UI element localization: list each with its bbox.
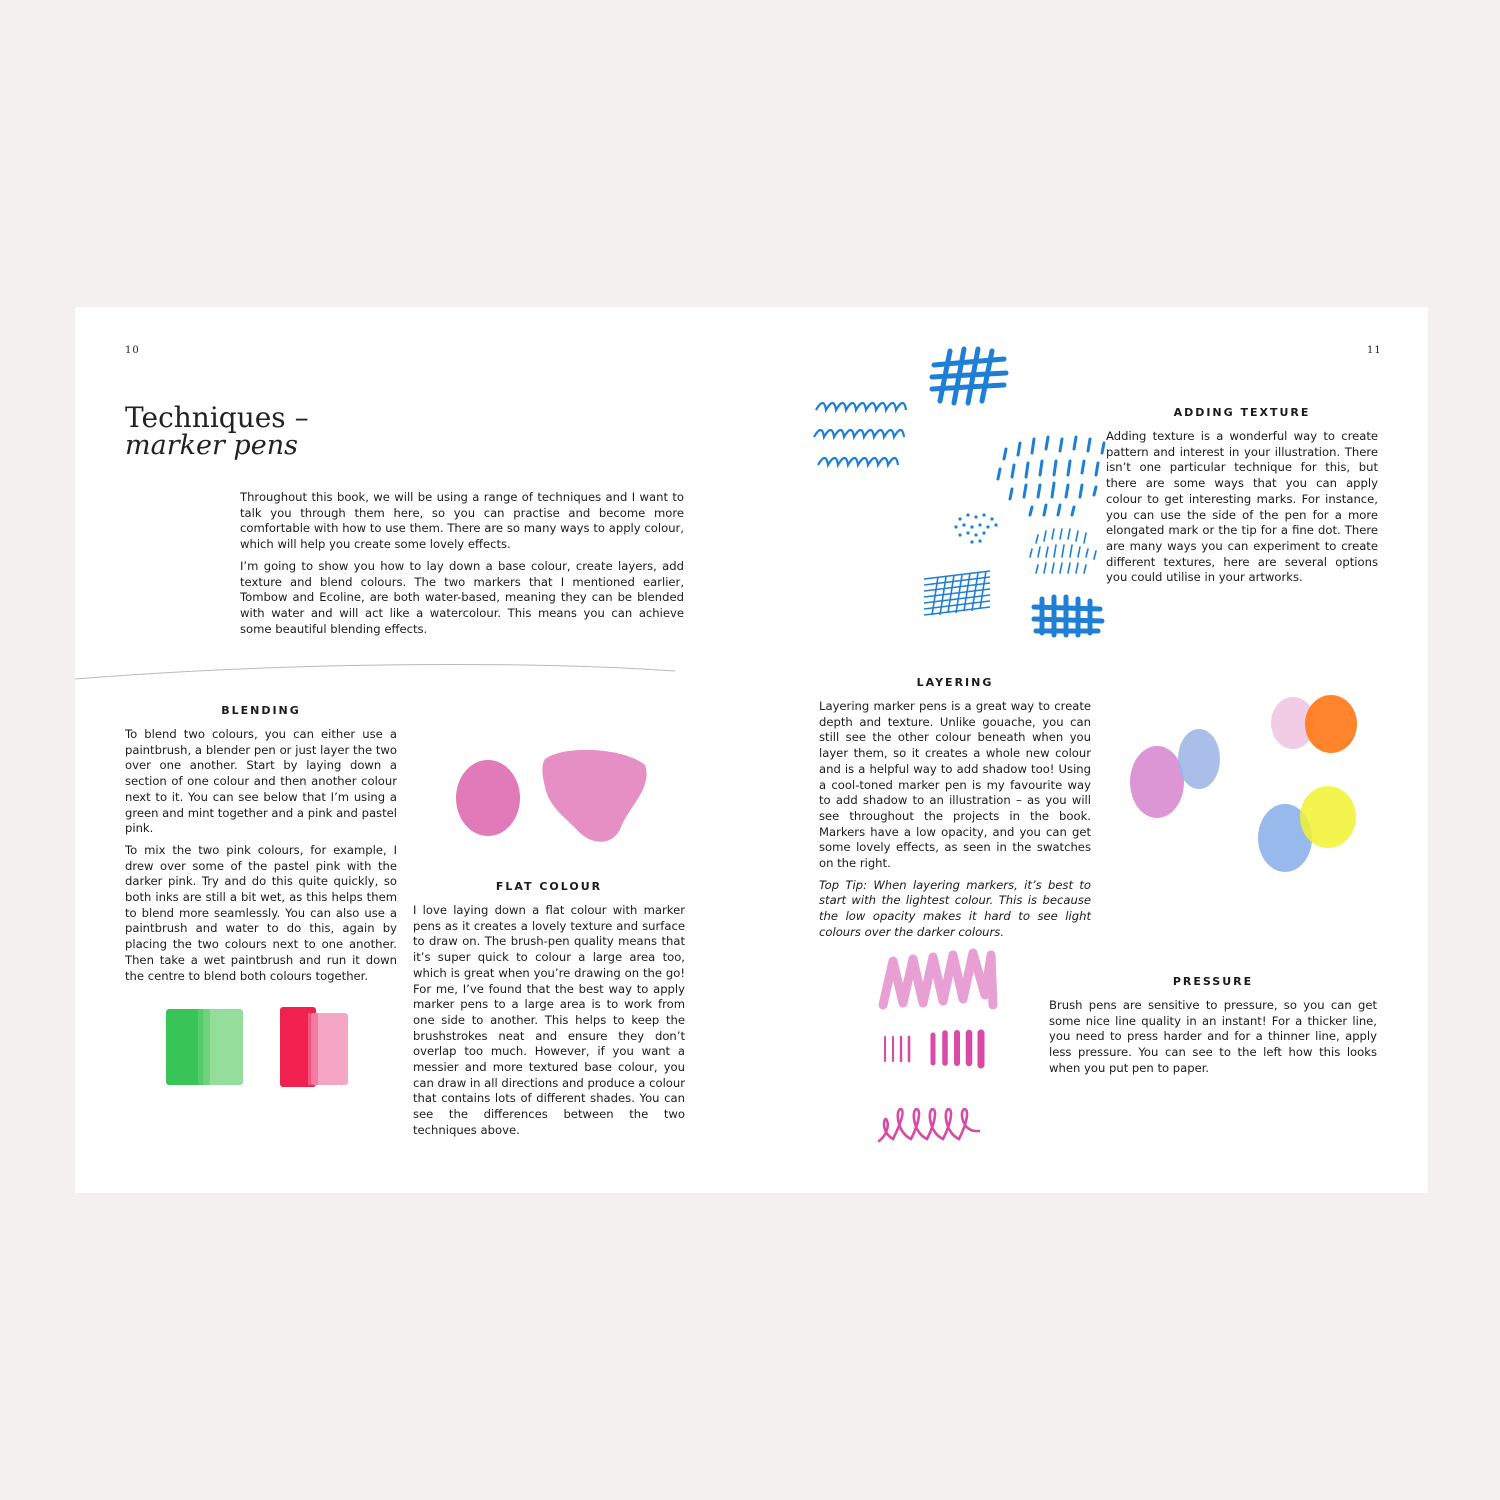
layering-top-tip: Top Tip: When layering markers, it’s best to start with the lightest colour. This is because the low opacity makes it hard to see light colours over the darker colours. [819,877,1091,939]
flat-colour-swatches [453,747,653,847]
fine-stroke-texture [1030,529,1096,573]
blending-text [125,727,397,990]
texture-illustrations [810,343,1110,643]
page-number-right: 11 [1367,345,1382,356]
flat-pink-blob-shape [542,750,646,842]
hash-texture-bottom [1034,597,1102,635]
layering-text [819,699,1091,947]
book-spread [75,307,1428,1193]
intro-paragraph-2: I’m going to show you how to lay down a base colour, create layers, add texture and blend colours. The two markers that I mentioned earlier, Tombow and Ecoline, are both water-based, meaning they can be blended with water and will act like a watercolour. This means you can achieve some beautiful blending effects. [240,558,684,636]
layering-heading: LAYERING [916,676,994,689]
blending-paragraph-2: To mix the two pink colours, for example, I drew over some of the pastel pink with the darker pink. Try and do this quite quickly, so both inks are still a bit wet, as this helps them to blend more seamlessly. You can also use a paintbrush and water to do this, again by placing the two colours next to one another. Then take a wet paintbrush and run it down the centre to blend both colours together. [125,842,397,983]
layering-paragraph: Layering marker pens is a great way to create depth and texture. Unlike gouache, you can still see the other colour beneath when you layer them, so it creates a whole new colour and is a helpful way to add shadow too! Using a cool-toned marker pen is my favourite way to add shadow to an illustration – as you will see throughout the projects in the book. Markers have a low opacity, and you can get some lovely effects, as seen in the swatches on the right. [819,699,1091,871]
title-line-2: marker pens [125,430,298,462]
intro-paragraph-1: Throughout this book, we will be using a range of techniques and I want to talk you through them here, so you can practise and become more comfortable with how to use them. There are so many ways to apply colour, which will help you create some lovely effects. [240,490,684,552]
dash-texture [998,437,1104,515]
orange-circle [1305,695,1357,753]
pressure-text [1049,998,1377,1083]
pressure-paragraph: Brush pens are sensitive to pressure, so you can get some nice line quality in an instant! For a thicker line, you need to press harder and for a thinner line, apply less pressure. You can see to the left how this looks when you put pen to paper. [1049,998,1377,1075]
hash-texture-top [932,349,1006,403]
pink-circle [1130,746,1184,818]
flat-colour-paragraph: I love laying down a flat colour with marker pens as it creates a lovely texture and surface to draw on. The brush-pen quality means that it’s super quick to colour a large area too, which is great when you’re drawing on the go! For me, I’ve found that the best way to apply marker pens to a large area is to work from one side to another. This helps to keep the brushstrokes neat and ensure they don’t overlap too much. However, if you want a messier and more textured base colour, you can draw in all directions and produce a colour that contains lots of different shades. You can see the differences between the two techniques above. [413,903,685,1137]
yellow-circle [1300,786,1356,848]
loop-stroke [879,1109,979,1141]
adding-texture-heading: ADDING TEXTURE [1173,406,1311,419]
adding-texture-text [1106,429,1378,592]
page-title [125,403,425,461]
dot-texture [954,513,997,543]
blue-circle-left [1178,729,1220,789]
pressure-lines [885,1033,981,1065]
layering-swatches [1125,692,1365,882]
intro-text [240,490,684,643]
blending-heading: BLENDING [221,704,301,717]
flat-colour-text [413,903,685,1145]
flat-pink-blob-round [456,760,520,836]
curved-divider [75,657,675,687]
blending-paragraph-1: To blend two colours, you can either use a paintbrush, a blender pen or just layer the two over one another. Start by laying down a section of one colour and then another colour next to it. You can see below that I’m using a green and mint together and a pink and pastel pink. [125,727,397,836]
flat-colour-heading: FLAT COLOUR [495,880,603,893]
adding-texture-paragraph: Adding texture is a wonderful way to create pattern and interest in your illustration. There isn’t one particular technique for this, but there are some ways that you can apply colour to get interesting marks. For instance, you can use the side of the pen for a more elongated mark or the tip for a fine dot. There are many ways you can experiment to create different textures, here are several options you could utilise in your artworks. [1106,429,1378,585]
page-number-left: 10 [125,345,140,356]
pressure-illustration [875,945,1005,1150]
title-line-1: Techniques – [125,401,309,434]
crosshatch-texture [924,571,990,615]
blending-swatches [163,1005,353,1095]
loop-texture [814,403,906,465]
zigzag-stroke [883,953,993,1005]
pressure-heading: PRESSURE [1172,975,1254,988]
